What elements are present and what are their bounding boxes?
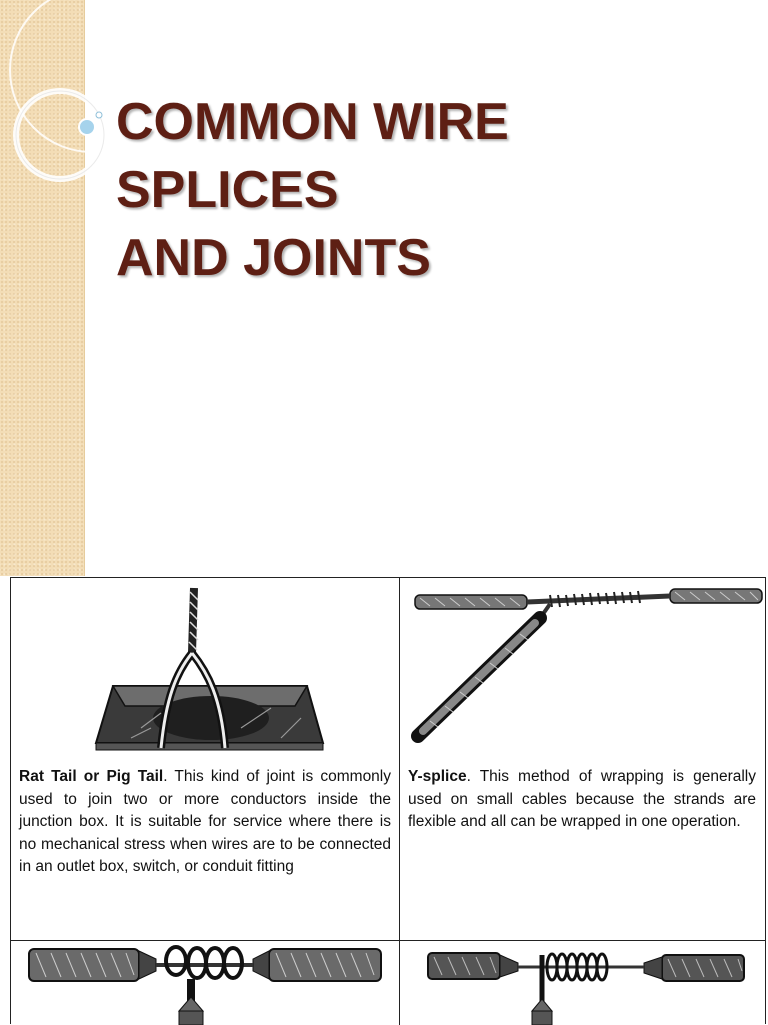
- rat-tail-joint-illustration: [11, 578, 400, 763]
- title-line-2: SPLICES: [116, 161, 339, 219]
- y-splice-illustration: [400, 578, 765, 763]
- splice-table: [10, 577, 766, 1024]
- title-line-3: AND JOINTS: [116, 229, 431, 287]
- title-line-1: COMMON WIRE: [116, 93, 509, 151]
- knotted-tap-joint-illustration: [11, 941, 400, 1025]
- rat-tail-text: . This kind of joint is commonly used to join two or more conductors inside the junction box. It is suitable for service where there is no mechanical stress when wires are to be connected in an outlet box, switch, or conduit fitting: [19, 768, 392, 875]
- y-splice-cell: [400, 578, 765, 941]
- plain-tap-joint-illustration: [400, 941, 765, 1025]
- bubble-icon: [79, 119, 95, 135]
- rat-tail-cell: [11, 578, 400, 941]
- rat-tail-description: [19, 766, 391, 879]
- slide-title: [116, 88, 736, 292]
- knotted-tap-cell: [11, 941, 400, 1025]
- y-splice-description: [408, 766, 756, 834]
- y-splice-text: . This method of wrapping is generally used on small cables because the strands are flexible and all can be wrapped in one operation.: [408, 768, 756, 830]
- decorative-circles: [0, 0, 130, 200]
- rat-tail-term: Rat Tail or Pig Tail: [19, 768, 164, 785]
- plain-tap-cell: [400, 941, 765, 1025]
- y-splice-term: Y-splice: [408, 768, 467, 785]
